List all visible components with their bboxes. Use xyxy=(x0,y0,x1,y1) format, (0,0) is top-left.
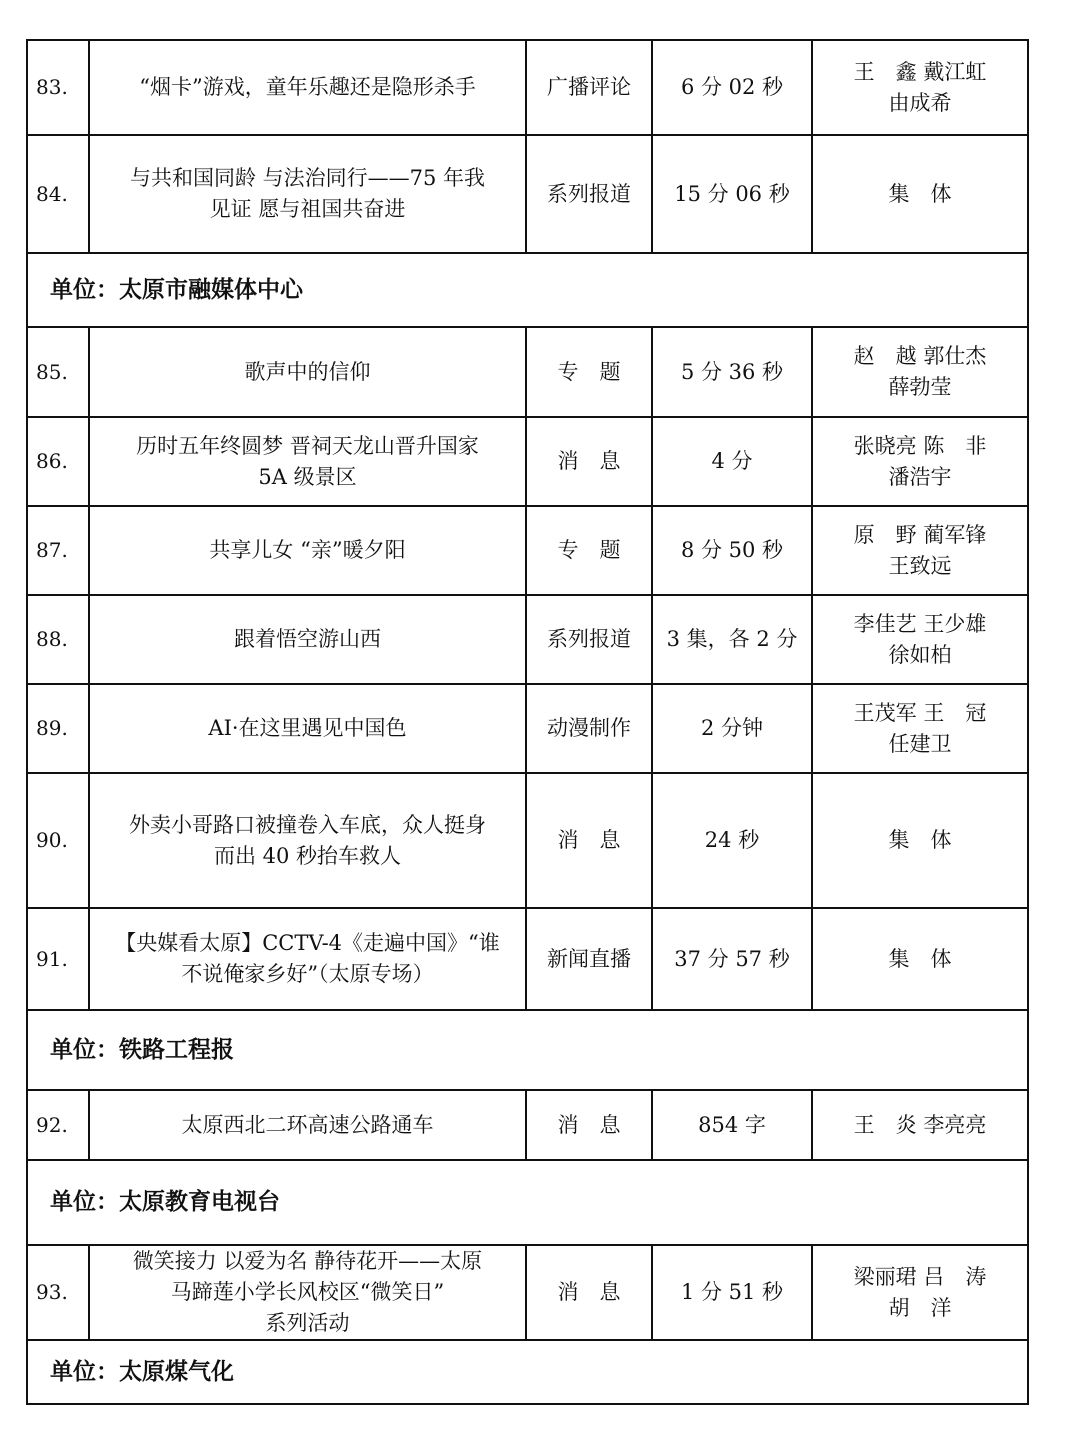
entry-authors xyxy=(812,506,1028,595)
unit-label: 单位：太原教育电视台 xyxy=(27,1160,1028,1245)
awards-table xyxy=(26,39,1029,1405)
entry-authors xyxy=(812,417,1028,506)
unit-header-row xyxy=(27,253,1028,327)
entry-authors-line: 由成希 xyxy=(888,90,952,115)
entry-length: 8 分 50 秒 xyxy=(652,506,812,595)
entry-length: 6 分 02 秒 xyxy=(652,40,812,135)
entry-title xyxy=(89,684,526,773)
entry-authors-line: 薛勃莹 xyxy=(888,375,952,399)
table-row xyxy=(27,1090,1028,1160)
entry-category: 消 息 xyxy=(526,417,652,506)
entry-length: 2 分钟 xyxy=(652,684,812,773)
table-row xyxy=(27,684,1028,773)
entry-authors-line: 王致远 xyxy=(888,553,952,578)
entry-length: 3 集，各 2 分 xyxy=(652,595,812,684)
entry-authors-line: 赵 越 郭仕杰 xyxy=(853,344,987,368)
entry-authors-line: 王 炎 李亮亮 xyxy=(853,1112,987,1137)
entry-number: 93. xyxy=(27,1245,89,1340)
entry-authors xyxy=(812,595,1028,684)
entry-authors xyxy=(812,135,1028,253)
entry-title xyxy=(89,417,526,506)
entry-title xyxy=(89,506,526,595)
entry-authors-line: 潘浩宇 xyxy=(888,464,952,489)
entry-authors-line: 张晓亮 陈 非 xyxy=(853,433,987,458)
entry-title xyxy=(89,135,526,253)
entry-title xyxy=(89,327,526,417)
table-body xyxy=(27,40,1028,1404)
entry-number: 89. xyxy=(27,684,89,773)
entry-number: 86. xyxy=(27,417,89,506)
entry-title xyxy=(89,1245,526,1340)
entry-authors-line: 王茂军 王 冠 xyxy=(853,700,987,725)
entry-title-line: 与共和国同龄 与法治同行——75 年我 xyxy=(129,166,486,190)
entry-category: 动漫制作 xyxy=(526,684,652,773)
entry-category: 消 息 xyxy=(526,1090,652,1160)
table-row xyxy=(27,773,1028,908)
entry-title-line: 系列活动 xyxy=(265,1311,350,1335)
entry-length: 854 字 xyxy=(652,1090,812,1160)
entry-authors-line: 集 体 xyxy=(888,181,952,206)
entry-authors-line: 徐如柏 xyxy=(888,642,952,667)
entry-authors-line: 集 体 xyxy=(888,946,952,971)
table-row xyxy=(27,417,1028,506)
entry-title-line: 【央媒看太原】CCTV-4《走遍中国》“谁 xyxy=(115,931,500,955)
entry-title-line: “烟卡”游戏，童年乐趣还是隐形杀手 xyxy=(139,75,476,99)
entry-authors xyxy=(812,684,1028,773)
entry-authors xyxy=(812,908,1028,1010)
unit-label: 单位：太原市融媒体中心 xyxy=(27,253,1028,327)
entry-category: 系列报道 xyxy=(526,135,652,253)
entry-category: 系列报道 xyxy=(526,595,652,684)
table-row xyxy=(27,40,1028,135)
unit-label: 单位：铁路工程报 xyxy=(27,1010,1028,1090)
entry-authors-line: 王 鑫 戴江虹 xyxy=(853,59,987,84)
table-row xyxy=(27,506,1028,595)
entry-length: 4 分 xyxy=(652,417,812,506)
entry-category: 专 题 xyxy=(526,327,652,417)
entry-title-line: 不说俺家乡好”（太原专场） xyxy=(181,962,434,986)
entry-title-line: 共享儿女 “亲”暖夕阳 xyxy=(209,538,406,562)
entry-title-line: 历时五年终圆梦 晋祠天龙山晋升国家 xyxy=(136,433,479,458)
unit-header-row xyxy=(27,1010,1028,1090)
unit-header-row xyxy=(27,1340,1028,1404)
entry-title xyxy=(89,908,526,1010)
entry-number: 85. xyxy=(27,327,89,417)
entry-title xyxy=(89,773,526,908)
entry-category: 新闻直播 xyxy=(526,908,652,1010)
entry-authors-line: 李佳艺 王少雄 xyxy=(853,611,987,636)
entry-title-line: 而出 40 秒抬车救人 xyxy=(213,843,402,868)
entry-title xyxy=(89,1090,526,1160)
entry-number: 83. xyxy=(27,40,89,135)
entry-category: 消 息 xyxy=(526,1245,652,1340)
entry-authors xyxy=(812,327,1028,417)
entry-title-line: 马蹄莲小学长风校区“微笑日” xyxy=(170,1280,445,1304)
entry-length: 37 分 57 秒 xyxy=(652,908,812,1010)
entry-title-line: 歌声中的信仰 xyxy=(244,359,371,384)
entry-number: 87. xyxy=(27,506,89,595)
entry-authors xyxy=(812,1090,1028,1160)
entry-title-line: 微笑接力 以爱为名 静待花开——太原 xyxy=(132,1249,483,1273)
entry-authors-line: 集 体 xyxy=(888,828,952,852)
entry-number: 90. xyxy=(27,773,89,908)
entry-length: 15 分 06 秒 xyxy=(652,135,812,253)
entry-authors-line: 任建卫 xyxy=(888,731,952,756)
entry-category: 消 息 xyxy=(526,773,652,908)
entry-authors-line: 胡 洋 xyxy=(888,1295,952,1320)
entry-authors xyxy=(812,773,1028,908)
entry-number: 91. xyxy=(27,908,89,1010)
table-row xyxy=(27,908,1028,1010)
table-row xyxy=(27,327,1028,417)
entry-length: 1 分 51 秒 xyxy=(652,1245,812,1340)
entry-title-line: 跟着悟空游山西 xyxy=(234,627,381,651)
entry-category: 广播评论 xyxy=(526,40,652,135)
table-row xyxy=(27,1245,1028,1340)
entry-length: 24 秒 xyxy=(652,773,812,908)
entry-authors xyxy=(812,1245,1028,1340)
entry-number: 92. xyxy=(27,1090,89,1160)
entry-title xyxy=(89,595,526,684)
entry-number: 88. xyxy=(27,595,89,684)
table-row xyxy=(27,595,1028,684)
entry-title-line: 5A 级景区 xyxy=(258,464,357,489)
entry-title-line: 外卖小哥路口被撞卷入车底，众人挺身 xyxy=(129,812,486,837)
entry-title-line: AI·在这里遇见中国色 xyxy=(208,716,407,740)
entry-title-line: 太原西北二环高速公路通车 xyxy=(181,1112,434,1137)
entry-authors-line: 原 野 蔺军锋 xyxy=(853,522,987,547)
unit-label: 单位：太原煤气化 xyxy=(27,1340,1028,1404)
entry-authors-line: 梁丽珺 吕 涛 xyxy=(853,1264,987,1289)
entry-number: 84. xyxy=(27,135,89,253)
entry-title-line: 见证 愿与祖国共奋进 xyxy=(209,197,406,221)
entry-length: 5 分 36 秒 xyxy=(652,327,812,417)
entry-title xyxy=(89,40,526,135)
unit-header-row xyxy=(27,1160,1028,1245)
entry-authors xyxy=(812,40,1028,135)
table-row xyxy=(27,135,1028,253)
entry-category: 专 题 xyxy=(526,506,652,595)
